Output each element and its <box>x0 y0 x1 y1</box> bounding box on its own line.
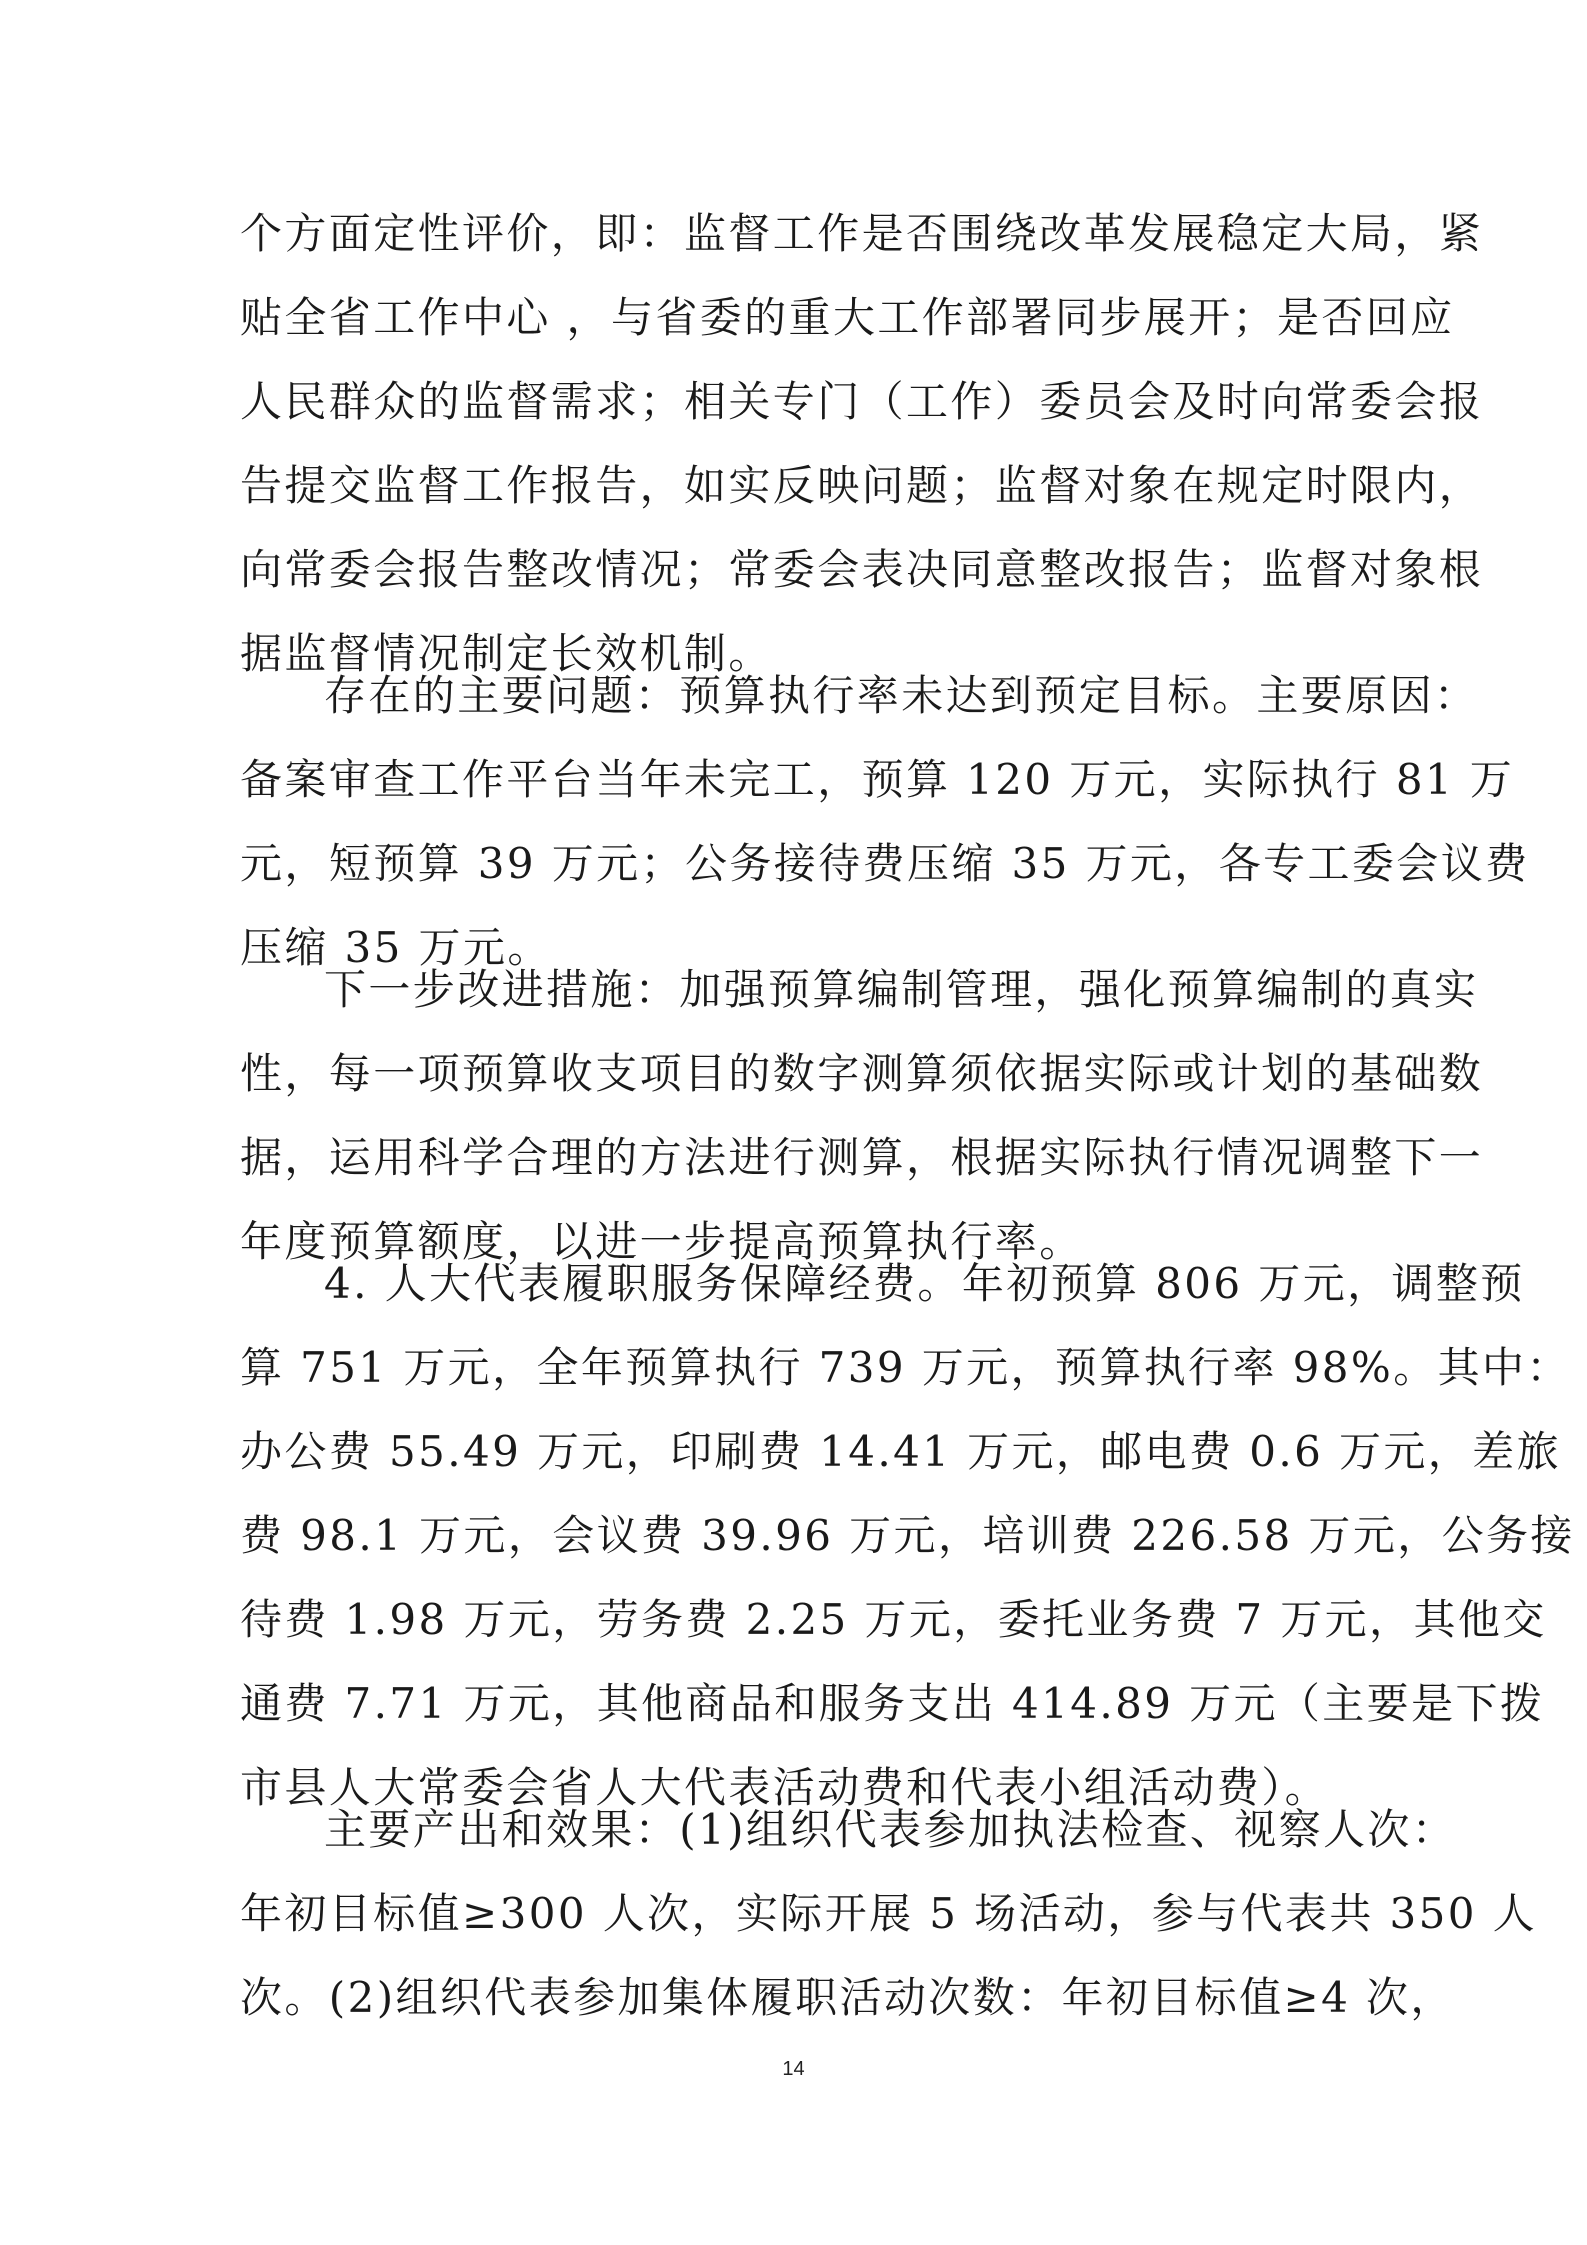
paragraph-line: 人民群众的监督需求；相关专门（工作）委员会及时向常委会报 <box>240 377 1484 426</box>
paragraph-line: 向常委会报告整改情况；常委会表决同意整改报告；监督对象根 <box>240 545 1484 594</box>
paragraph-line: 主要产出和效果：(1)组织代表参加执法检查、视察人次： <box>324 1805 1457 1854</box>
paragraph-line: 元，短预算 39 万元；公务接待费压缩 35 万元，各专工委会议费 <box>240 839 1530 888</box>
paragraph-line: 告提交监督工作报告，如实反映问题；监督对象在规定时限内， <box>240 461 1484 510</box>
paragraph-line: 性，每一项预算收支项目的数字测算须依据实际或计划的基础数 <box>240 1049 1484 1098</box>
paragraph-line: 年度预算额度，以进一步提高预算执行率。 <box>240 1217 1084 1266</box>
paragraph-improvement-measures <box>240 948 1484 1284</box>
paragraph-line: 据监督情况制定长效机制。 <box>240 629 773 678</box>
page-number: 14 <box>782 2058 805 2080</box>
paragraph-line: 个方面定性评价，即：监督工作是否围绕改革发展稳定大局，紧 <box>240 209 1484 258</box>
paragraph-line: 通费 7.71 万元，其他商品和服务支出 414.89 万元（主要是下拨 <box>240 1679 1545 1728</box>
paragraph-line: 次。(2)组织代表参加集体履职活动次数：年初目标值≥4 次， <box>240 1973 1455 2022</box>
paragraph-line: 市县人大常委会省人大代表活动费和代表小组活动费）。 <box>240 1763 1330 1812</box>
paragraph-line: 待费 1.98 万元，劳务费 2.25 万元，委托业务费 7 万元，其他交 <box>240 1595 1547 1644</box>
paragraph-outputs-effects <box>240 1788 1537 2040</box>
paragraph-line: 办公费 55.49 万元，印刷费 14.41 万元，邮电费 0.6 万元，差旅 <box>240 1427 1561 1476</box>
paragraph-line: 4. 人大代表履职服务保障经费。年初预算 806 万元，调整预 <box>324 1259 1525 1308</box>
paragraph-line: 费 98.1 万元，会议费 39.96 万元，培训费 226.58 万元，公务接 <box>240 1511 1575 1560</box>
paragraph-line: 备案审查工作平台当年未完工，预算 120 万元，实际执行 81 万 <box>240 755 1515 804</box>
paragraph-line: 贴全省工作中心 ，与省委的重大工作部署同步展开；是否回应 <box>240 293 1455 342</box>
paragraph-line: 据，运用科学合理的方法进行测算，根据实际执行情况调整下一 <box>240 1133 1484 1182</box>
paragraph-line: 压缩 35 万元。 <box>240 923 552 972</box>
paragraph-line: 算 751 万元，全年预算执行 739 万元，预算执行率 98%。其中： <box>240 1343 1571 1392</box>
paragraph-line: 下一步改进措施：加强预算编制管理，强化预算编制的真实 <box>324 965 1479 1014</box>
paragraph-line: 存在的主要问题：预算执行率未达到预定目标。主要原因： <box>324 671 1479 720</box>
paragraph-line: 年初目标值≥300 人次，实际开展 5 场活动，参与代表共 350 人 <box>240 1889 1537 1938</box>
